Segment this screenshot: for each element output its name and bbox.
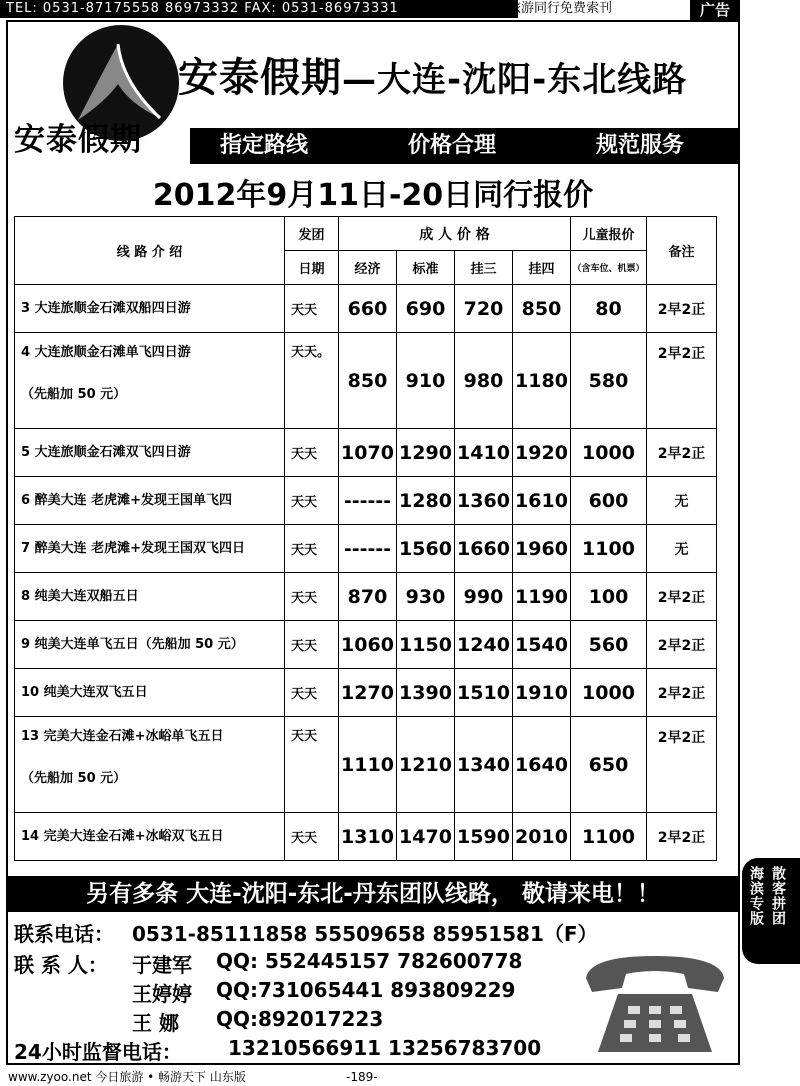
child-price-cell: 600 [571,477,647,525]
header-tier-3star: 挂三 [455,251,513,285]
route-name: 13 完美大连金石滩+冰峪单飞五日 [21,729,224,744]
header-tier-standard: 标准 [397,251,455,285]
header-child-note [571,251,647,285]
table-row [15,525,717,573]
price-cell: 1640 [513,717,571,813]
price-cell: 1510 [455,669,513,717]
depart-cell: 天天 [285,477,339,525]
route-name: 5 大连旅顺金石滩双飞四日游 [21,444,191,460]
child-price-cell: 1100 [571,813,647,861]
price-cell: 1590 [455,813,513,861]
price-cell: 1310 [339,813,397,861]
route-cell [15,573,285,621]
free-index-label: 旅游同行免费索刊 [508,1,613,16]
depart-cell: 天天 [285,669,339,717]
route-cell [15,717,285,813]
price-cell: 930 [397,573,455,621]
table-header-row [15,217,717,251]
price-cell: 1240 [455,621,513,669]
headline [178,46,687,103]
header-route: 线 路 介 绍 [15,217,285,285]
slogan-service: 规范服务 [596,133,685,158]
price-cell: 690 [397,285,455,333]
contact-qq: QQ:892017223 [216,1007,384,1031]
remark-cell: 2早2正 [647,573,717,621]
child-price-cell: 1100 [571,525,647,573]
price-cell: 1060 [339,621,397,669]
table-body [15,285,717,861]
price-cell: 1920 [513,429,571,477]
price-cell: 1210 [397,717,455,813]
price-cell: 990 [455,573,513,621]
child-price-cell: 1000 [571,669,647,717]
child-price-cell: 100 [571,573,647,621]
price-table [14,216,717,861]
route-extra: （先船加 50 元） [21,771,127,786]
price-cell: 1410 [455,429,513,477]
page-title: 2012年9月11日-20日同行报价 [152,178,594,213]
header-remark: 备注 [647,217,717,285]
route-name: 10 纯美大连双飞五日 [21,684,148,700]
child-price-cell: 80 [571,285,647,333]
child-price-cell: 560 [571,621,647,669]
remark-cell: 2早2正 [647,813,717,861]
price-cell: 1280 [397,477,455,525]
route-name: 3 大连旅顺金石滩双船四日游 [21,300,191,316]
price-cell: ------ [339,477,397,525]
price-cell: 1270 [339,669,397,717]
price-cell: 1340 [455,717,513,813]
contact-qq: QQ:731065441 893809229 [216,978,516,1002]
depart-cell: 天天 [285,285,339,333]
bottom-bar [0,1068,800,1086]
price-cell: 850 [339,333,397,429]
contact-name: 王 娜 [132,1011,179,1035]
route-cell [15,525,285,573]
header-adult-price: 成 人 价 格 [339,217,571,251]
child-price-cell: 1000 [571,429,647,477]
hotline-numbers: 13210566911 13256783700 [228,1036,542,1060]
remark-cell: 2早2正 [647,669,717,717]
price-cell: 1150 [397,621,455,669]
price-cell: 1110 [339,717,397,813]
depart-cell: 天天 [285,525,339,573]
slogan-bar [190,128,740,164]
contact-bar: TEL: 0531-87175558 86973332 FAX: 0531-86973331 [0,0,518,18]
price-cell: 1070 [339,429,397,477]
remark-cell: 2早2正 [647,429,717,477]
header-tier-4star: 挂四 [513,251,571,285]
price-cell: ------ [339,525,397,573]
price-cell: 1910 [513,669,571,717]
route-cell [15,285,285,333]
depart-cell: 天天 [285,813,339,861]
side-tab-label-1: 海滨专版 [748,866,764,926]
phone-numbers: 0531-85111858 55509658 85951581（F） [132,922,598,946]
child-price-cell: 580 [571,333,647,429]
top-strip [0,0,800,22]
price-cell: 870 [339,573,397,621]
child-price-cell: 650 [571,717,647,813]
contact-name: 于建军 [132,953,192,977]
headline-brand: 安泰假期 [178,55,342,101]
price-cell: 1290 [397,429,455,477]
price-cell: 660 [339,285,397,333]
header-depart-2: 日期 [285,251,339,285]
table-row [15,429,717,477]
table-row [15,669,717,717]
price-cell: 850 [513,285,571,333]
route-name: 7 醉美大连 老虎滩+发现王国双飞四日 [21,540,245,556]
brand-logotype: 安泰假期 [14,122,142,158]
table-row [15,813,717,861]
route-extra: （先船加 50 元） [21,387,127,402]
contact-label: 联 系 人： [14,953,108,977]
route-name: 14 完美大连金石滩+冰峪双飞五日 [21,828,224,844]
route-name: 9 纯美大连单飞五日（先船加 50 元） [21,636,244,652]
depart-cell: 天天 [285,621,339,669]
route-cell [15,669,285,717]
price-cell: 1610 [513,477,571,525]
hotline-label: 24小时监督电话： [14,1040,182,1064]
route-cell [15,477,285,525]
route-cell [15,813,285,861]
side-tab [742,858,800,964]
route-name: 4 大连旅顺金石滩单飞四日游 [21,345,191,360]
route-cell [15,621,285,669]
depart-cell: 天天 [285,429,339,477]
depart-cell: 天天 [285,573,339,621]
contact-name: 王婷婷 [132,982,192,1006]
route-name: 8 纯美大连双船五日 [21,588,139,604]
price-cell: 1470 [397,813,455,861]
page-number: -189- [346,1070,378,1084]
header-tier-economy: 经济 [339,251,397,285]
price-cell: 1560 [397,525,455,573]
table-row [15,717,717,813]
more-routes-banner: 另有多条 大连-沈阳-东北-丹东团队线路， 敬请来电！！ [8,876,738,912]
remark-cell: 2早2正 [647,333,717,429]
route-cell [15,429,285,477]
ad-tag: 广告 [690,0,740,20]
price-cell: 720 [455,285,513,333]
table-row [15,621,717,669]
side-tab-label-2: 散客拼团 [770,866,786,926]
remark-cell: 2早2正 [647,285,717,333]
route-cell [15,333,285,429]
slogan-price: 价格合理 [408,133,497,158]
phone-label: 联系电话： [14,922,114,946]
price-cell: 910 [397,333,455,429]
remark-cell: 2早2正 [647,717,717,813]
price-cell: 1660 [455,525,513,573]
price-cell: 1540 [513,621,571,669]
remark-cell: 无 [647,525,717,573]
table-row [15,573,717,621]
header-depart-1: 发团 [285,217,339,251]
remark-cell: 2早2正 [647,621,717,669]
price-cell: 1190 [513,573,571,621]
route-name: 6 醉美大连 老虎滩+发现王国单飞四 [21,492,232,508]
price-cell: 980 [455,333,513,429]
depart-cell: 天天 [285,717,339,813]
price-cell: 1180 [513,333,571,429]
slogan-route: 指定路线 [220,133,309,158]
price-cell: 1390 [397,669,455,717]
depart-cell: 天天。 [285,333,339,429]
table-row [15,477,717,525]
child-note-text: （含车位、机票） [572,264,645,274]
price-cell: 2010 [513,813,571,861]
remark-cell: 无 [647,477,717,525]
table-row [15,285,717,333]
headline-route: —大连-沈阳-东北线路 [342,60,688,100]
table-row [15,333,717,429]
header-child-price: 儿童报价 [571,217,647,251]
contact-qq: QQ: 552445157 782600778 [216,949,523,973]
price-cell: 1360 [455,477,513,525]
price-cell: 1960 [513,525,571,573]
telephone-icon [578,948,732,1058]
bottom-site: www.zyoo.net 今日旅游 • 畅游天下 山东版 [8,1070,246,1084]
